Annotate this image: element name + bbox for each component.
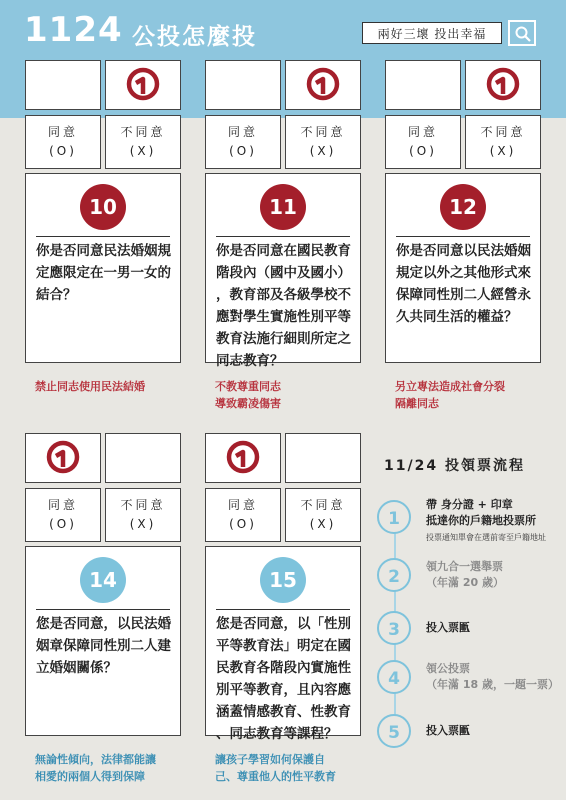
vote-stamp-icon — [126, 67, 160, 101]
step-text: 帶 身分證 + 印章 — [426, 498, 513, 511]
step-text: （年滿 18 歲，一題一票） — [426, 678, 559, 691]
agree-stamp-box[interactable] — [205, 433, 281, 483]
step-text: 領公投票 — [426, 662, 470, 675]
question-text-line: 久共同生活的權益？ — [396, 309, 518, 325]
disagree-label: 不同意 — [120, 125, 166, 139]
agree-label-box — [385, 115, 461, 169]
vote-stamp-icon — [306, 67, 340, 101]
step-number-2: 2 — [377, 558, 411, 592]
question-text-line: 涵蓋情感教育、性教育 — [216, 704, 351, 720]
impact-note: 導致霸凌傷害 — [215, 397, 281, 410]
stamp-mark — [486, 67, 520, 105]
impact-note: 己、尊重他人的性平教育 — [215, 770, 336, 783]
question-text-line: 定應限定在一男一女的 — [36, 265, 171, 281]
agree-stamp-box[interactable] — [25, 60, 101, 110]
question-text-line: 階段內（國中及國小） — [216, 265, 351, 281]
question-text-line: 你是否同意以民法婚姻 — [396, 243, 531, 259]
case-number-badge: 15 — [260, 557, 306, 603]
disagree-label-box — [285, 488, 361, 542]
disagree-stamp-box[interactable] — [465, 60, 541, 110]
agree-mark: (O) — [49, 517, 77, 531]
question-text-line: 規定以外之其他形式來 — [396, 265, 531, 281]
disagree-label-box — [465, 115, 541, 169]
disagree-label: 不同意 — [300, 125, 346, 139]
question-text-line: 別平等教育，且內容應 — [216, 682, 351, 698]
step-text: 抵達你的戶籍地投票所 — [426, 514, 536, 527]
impact-note: 另立專法造成社會分裂 — [395, 380, 505, 393]
stamp-mark — [226, 440, 260, 478]
disagree-label: 不同意 — [480, 125, 526, 139]
disagree-mark: (X) — [129, 144, 157, 158]
disagree-stamp-box[interactable] — [105, 60, 181, 110]
question-text-line: 平等教育法」明定在國 — [216, 638, 351, 654]
agree-stamp-box[interactable] — [385, 60, 461, 110]
disagree-label: 不同意 — [120, 498, 166, 512]
process-title: 11/24 投領票流程 — [384, 458, 525, 474]
header — [0, 0, 566, 60]
disagree-mark: (X) — [309, 517, 337, 531]
question-text-line: 您是否同意，以民法婚 — [36, 616, 171, 632]
disagree-mark: (X) — [129, 517, 157, 531]
impact-note: 相愛的兩個人得到保障 — [35, 770, 145, 783]
stamp-mark — [306, 67, 340, 105]
impact-note: 不教尊重同志 — [215, 380, 281, 393]
step-number-1: 1 — [377, 500, 411, 534]
search-button[interactable] — [508, 20, 536, 46]
step-number-3: 3 — [377, 611, 411, 645]
vote-stamp-icon — [46, 440, 80, 474]
step-text: 投入票匭 — [426, 621, 470, 634]
question-text-line: 保障同性別二人經營永 — [396, 287, 531, 303]
question-divider — [36, 236, 170, 237]
question-text-line: 立婚姻關係？ — [36, 660, 117, 676]
impact-note: 讓孩子學習如何保護自 — [215, 753, 325, 766]
disagree-stamp-box[interactable] — [105, 433, 181, 483]
question-text-line: 您是否同意，以「性別 — [216, 616, 351, 632]
question-divider — [396, 236, 530, 237]
question-divider — [36, 609, 170, 610]
question-text-line: 同志教育？ — [216, 353, 284, 369]
disagree-mark: (X) — [309, 144, 337, 158]
question-text-line: ，教育部及各級學校不 — [216, 287, 351, 303]
case-number-badge: 14 — [80, 557, 126, 603]
question-text-line: 應對學生實施性別平等 — [216, 309, 351, 325]
agree-label-box — [25, 115, 101, 169]
agree-label-box — [205, 488, 281, 542]
disagree-stamp-box[interactable] — [285, 433, 361, 483]
stamp-mark — [46, 440, 80, 478]
step-text: 領九合一選舉票 — [426, 560, 503, 573]
stamp-mark — [126, 67, 160, 105]
agree-label: 同意 — [227, 125, 258, 139]
step-note: 投票通知單會在選前寄至戶籍地址 — [426, 533, 546, 542]
vote-stamp-icon — [226, 440, 260, 474]
agree-stamp-box[interactable] — [25, 433, 101, 483]
case-number-badge: 12 — [440, 184, 486, 230]
agree-mark: (O) — [49, 144, 77, 158]
agree-label: 同意 — [227, 498, 258, 512]
step-text: 投入票匭 — [426, 724, 470, 737]
question-text-line: 、同志教育等課程？ — [216, 726, 338, 742]
question-text-line: 民教育各階段內實施性 — [216, 660, 351, 676]
event-number: 1124 — [24, 10, 123, 50]
disagree-label-box — [285, 115, 361, 169]
step-text: （年滿 20 歲） — [426, 576, 504, 589]
agree-mark: (O) — [229, 144, 257, 158]
search-icon — [514, 25, 532, 43]
question-card — [205, 173, 361, 369]
agree-mark: (O) — [409, 144, 437, 158]
case-number-badge: 10 — [80, 184, 126, 230]
page-title: 公投怎麼投 — [132, 24, 257, 50]
question-divider — [216, 236, 350, 237]
impact-note: 無論性傾向，法律都能讓 — [35, 753, 156, 766]
disagree-stamp-box[interactable] — [285, 60, 361, 110]
disagree-label: 不同意 — [300, 498, 346, 512]
agree-label: 同意 — [407, 125, 438, 139]
impact-note: 隔離同志 — [395, 397, 439, 410]
question-card — [25, 173, 181, 363]
question-text-line: 結合？ — [36, 287, 77, 303]
question-divider — [216, 609, 350, 610]
agree-label: 同意 — [47, 498, 78, 512]
case-number-badge: 11 — [260, 184, 306, 230]
impact-note: 禁止同志使用民法結婚 — [35, 380, 145, 393]
agree-label-box — [205, 115, 281, 169]
disagree-label-box — [105, 488, 181, 542]
agree-label-box — [25, 488, 101, 542]
question-card — [25, 546, 181, 736]
agree-label: 同意 — [47, 125, 78, 139]
vote-stamp-icon — [486, 67, 520, 101]
search-input[interactable]: 兩好三壞 投出幸福 — [362, 22, 502, 44]
step-number-4: 4 — [377, 660, 411, 694]
disagree-label-box — [105, 115, 181, 169]
question-text-line: 你是否同意民法婚姻規 — [36, 243, 171, 259]
agree-stamp-box[interactable] — [205, 60, 281, 110]
question-card — [205, 546, 361, 742]
question-text-line: 姻章保障同性別二人建 — [36, 638, 171, 654]
agree-mark: (O) — [229, 517, 257, 531]
step-number-5: 5 — [377, 714, 411, 748]
disagree-mark: (X) — [489, 144, 517, 158]
question-text-line: 你是否同意在國民教育 — [216, 243, 351, 259]
question-card — [385, 173, 541, 363]
question-text-line: 教育法施行細則所定之 — [216, 331, 351, 347]
